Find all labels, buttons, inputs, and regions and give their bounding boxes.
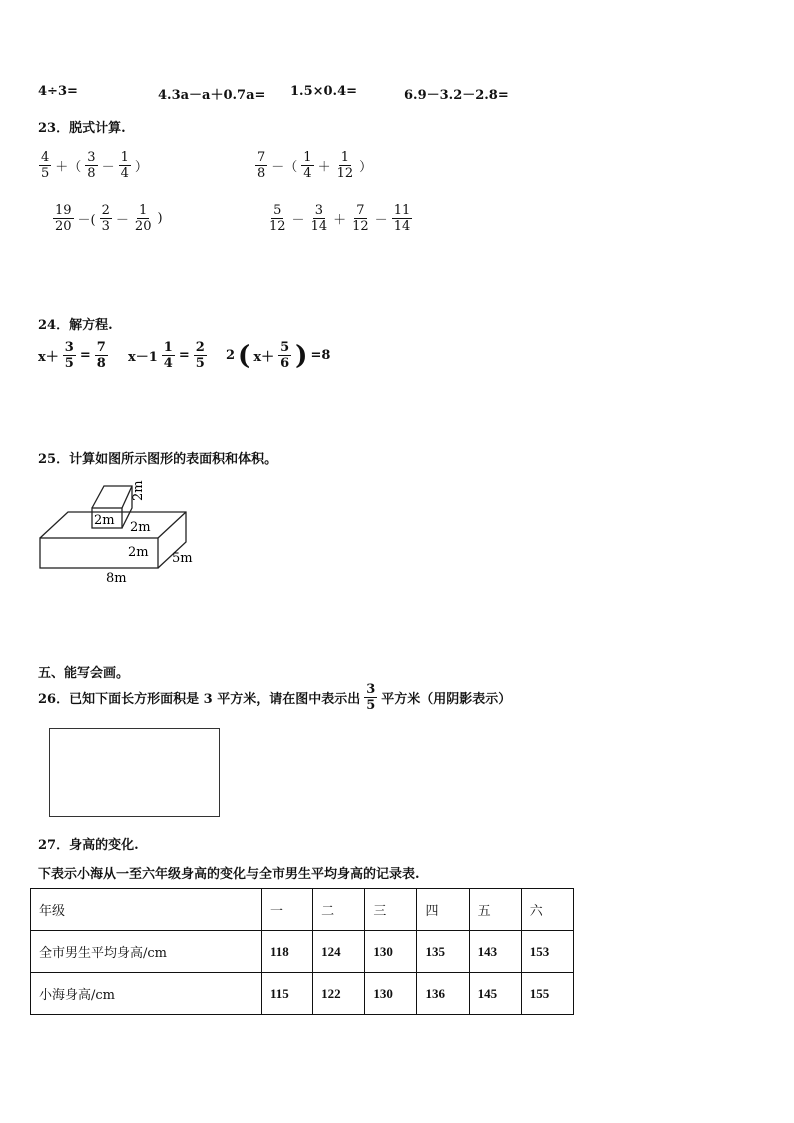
table-cell: 全市男生平均身高/cm [31, 931, 262, 973]
big-cuboid-edge [158, 512, 186, 538]
fraction: $\frac{3}{14}$ [310, 203, 328, 234]
cuboid-figure [30, 476, 210, 586]
table-cell: 122 [313, 973, 365, 1015]
table-header-row [31, 889, 574, 931]
table-cell: 四 [417, 889, 469, 931]
expr-subtraction: 6.9－3.2－2.8= [404, 88, 509, 103]
q27-title: 27．身高的变化. [38, 838, 139, 853]
fraction: $\frac{7}{12}$ [352, 203, 369, 234]
fraction: $\frac{3}{5}$ [366, 682, 376, 713]
fraction: $\frac{2}{3}$ [101, 203, 110, 234]
table-cell: 130 [365, 931, 417, 973]
height-table [30, 888, 574, 1015]
table-cell: 136 [417, 973, 469, 1015]
table-row [31, 973, 574, 1015]
table-row [31, 931, 574, 973]
fraction: $\frac{2}{5}$ [195, 340, 205, 371]
fraction: $\frac{5}{6}$ [280, 340, 290, 371]
table-cell: 143 [469, 931, 521, 973]
fraction: $\frac{3}{5}$ [64, 340, 74, 371]
q26-text: 26．已知下面长方形面积是 3 平方米，请在图中表示出 $\frac{3}{5}$ 平方米（用阴影表示） [38, 682, 512, 713]
fraction: $\frac{1}{4}$ [303, 150, 312, 181]
q24-eq-2: x－1 $\frac{1}{4}$ = $\frac{2}{5}$ [128, 340, 205, 371]
table-cell: 115 [262, 973, 313, 1015]
table-cell: 年级 [31, 889, 262, 931]
fraction: $\frac{7}{8}$ [257, 150, 266, 181]
q25-title: 25．计算如图所示图形的表面积和体积。 [38, 452, 278, 467]
label-small-d: 2m [130, 520, 151, 535]
q23-expr-3: $\frac{19}{20}$ －( $\frac{2}{3}$ － $\frac{1}{20}$ ) [55, 203, 163, 234]
table-cell: 135 [417, 931, 469, 973]
table-cell: 145 [469, 973, 521, 1015]
table-cell: 五 [469, 889, 521, 931]
label-big-d: 5m [172, 551, 193, 566]
label-big-h: 2m [128, 545, 149, 560]
fraction: $\frac{1}{4}$ [120, 150, 129, 181]
q24-title: 24．解方程. [38, 318, 113, 333]
table-cell: 155 [521, 973, 573, 1015]
fraction: $\frac{7}{8}$ [96, 340, 106, 371]
fraction: $\frac{11}{14}$ [393, 203, 411, 234]
label-small-w: 2m [94, 513, 115, 528]
table-cell: 118 [262, 931, 313, 973]
table-cell: 三 [365, 889, 417, 931]
shading-rectangle[interactable] [49, 728, 220, 817]
q23-expr-2: $\frac{7}{8}$ －（ $\frac{1}{4}$ ＋ $\frac{1}{12}$ ） [257, 150, 373, 181]
expr-simplify-a: 4.3a－a＋0.7a= [158, 88, 266, 103]
table-cell: 六 [521, 889, 573, 931]
q27-description: 下表示小海从一至六年级身高的变化与全市男生平均身高的记录表. [38, 867, 420, 882]
fraction: $\frac{4}{5}$ [41, 150, 50, 181]
expr-4div3: 4÷3= [38, 84, 78, 99]
q23-title: 23．脱式计算. [38, 121, 126, 136]
fraction: $\frac{19}{20}$ [55, 203, 72, 234]
fraction: $\frac{5}{12}$ [269, 203, 286, 234]
q24-eq-3: 2 ( x＋ $\frac{5}{6}$ ) =8 [226, 340, 331, 371]
table-cell: 二 [313, 889, 365, 931]
table-cell: 130 [365, 973, 417, 1015]
fraction: $\frac{1}{4}$ [163, 340, 173, 371]
label-small-h: 2m [131, 480, 146, 501]
table-cell: 一 [262, 889, 313, 931]
q23-expr-1: $\frac{4}{5}$ ＋（ $\frac{3}{8}$ － $\frac{1}{4}$ ） [41, 150, 148, 181]
fraction: $\frac{1}{12}$ [336, 150, 354, 181]
table-cell: 124 [313, 931, 365, 973]
q23-expr-4: $\frac{5}{12}$ － $\frac{3}{14}$ ＋ $\frac{7}{12}$ － $\frac{11}{14}$ [269, 203, 411, 234]
fraction: $\frac{3}{8}$ [87, 150, 96, 181]
table-cell: 小海身高/cm [31, 973, 262, 1015]
label-big-l: 8m [106, 571, 127, 586]
table-cell: 153 [521, 931, 573, 973]
expr-1.5x0.4: 1.5×0.4= [290, 84, 358, 99]
q24-eq-1: x＋ $\frac{3}{5}$ = $\frac{7}{8}$ [38, 340, 106, 371]
section-5-title: 五、能写会画。 [38, 666, 130, 681]
fraction: $\frac{1}{20}$ [134, 203, 152, 234]
